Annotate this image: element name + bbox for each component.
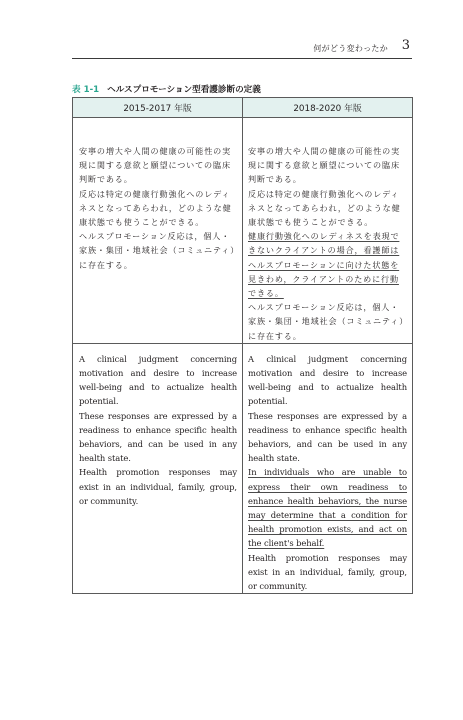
table-number: 表 1-1 xyxy=(72,85,100,95)
column-header-2015-2017: 2015-2017 年版 xyxy=(73,98,243,118)
en-2015-paragraph: Health promotion responses may exist in an individual, family, group, or community. xyxy=(79,467,237,506)
definition-table xyxy=(72,97,413,594)
ja-2015-paragraph: ヘルスプロモーション反応は，個人・家族・集団・地域社会（コミュニティ）に存在する。 xyxy=(79,231,236,270)
ja-2018-paragraph: 反応は特定の健康行動強化へのレディネスとなってあらわれ，どのような健康状態でも使うことができる。 xyxy=(248,188,401,228)
en-2018-paragraph: These responses are expressed by a readiness to enhance specific health behaviors, and can be used in any health state. xyxy=(248,410,407,464)
ja-2018-paragraph: 安寧の増大や人間の健康の可能性の実現に関する意欲と願望についての臨床判断である。 xyxy=(248,146,401,185)
table-header-row xyxy=(73,98,413,118)
running-header xyxy=(72,38,412,59)
en-2018-added-paragraph: In individuals who are unable to express their own readiness to enhance health behaviors, the nurse may determine that a condition for health promotion exists, and act on the client's behalf. xyxy=(248,467,407,549)
ja-2018-added-paragraph: 健康行動強化へのレディネスを表現できないクライアントの場合，看護師はヘルスプロモーションに向けた状態を見きわめ，クライアントのために行動できる。 xyxy=(248,231,400,299)
en-2015-paragraph: These responses are expressed by a readiness to enhance specific health behaviors, and can be used in any health state. xyxy=(79,410,237,464)
page-number: 3 xyxy=(401,38,410,53)
en-2018-paragraph: A clinical judgment concerning motivation and desire to increase well-being and to actualize health potential. xyxy=(248,353,407,407)
ja-2015-paragraph: 反応は特定の健康行動強化へのレディネスとなってあらわれ，どのような健康状態でも使うことができる。 xyxy=(79,188,232,228)
ja-2018-paragraph: ヘルスプロモーション反応は，個人・家族・集団・地域社会（コミュニティ）に存在する。 xyxy=(248,302,405,341)
ja-2015-paragraph: 安寧の増大や人間の健康の可能性の実現に関する意欲と願望についての臨床判断である。 xyxy=(79,146,232,185)
japanese-definition-2015 xyxy=(73,118,243,344)
english-definition-row xyxy=(73,343,413,593)
en-2015-paragraph: A clinical judgment concerning motivation and desire to increase well-being and to actualize health potential. xyxy=(79,353,237,407)
running-title: 何がどう変わったか xyxy=(313,44,388,53)
japanese-definition-2018 xyxy=(243,118,413,344)
english-definition-2015 xyxy=(73,343,243,593)
table-title: ヘルスプロモーション型看護診断の定義 xyxy=(107,85,261,95)
en-2018-paragraph: Health promotion responses may exist in an individual, family, group, or community. xyxy=(248,552,407,592)
table-caption xyxy=(72,83,261,95)
column-header-2018-2020: 2018-2020 年版 xyxy=(243,98,413,118)
japanese-definition-row xyxy=(73,118,413,344)
english-definition-2018 xyxy=(243,343,413,593)
